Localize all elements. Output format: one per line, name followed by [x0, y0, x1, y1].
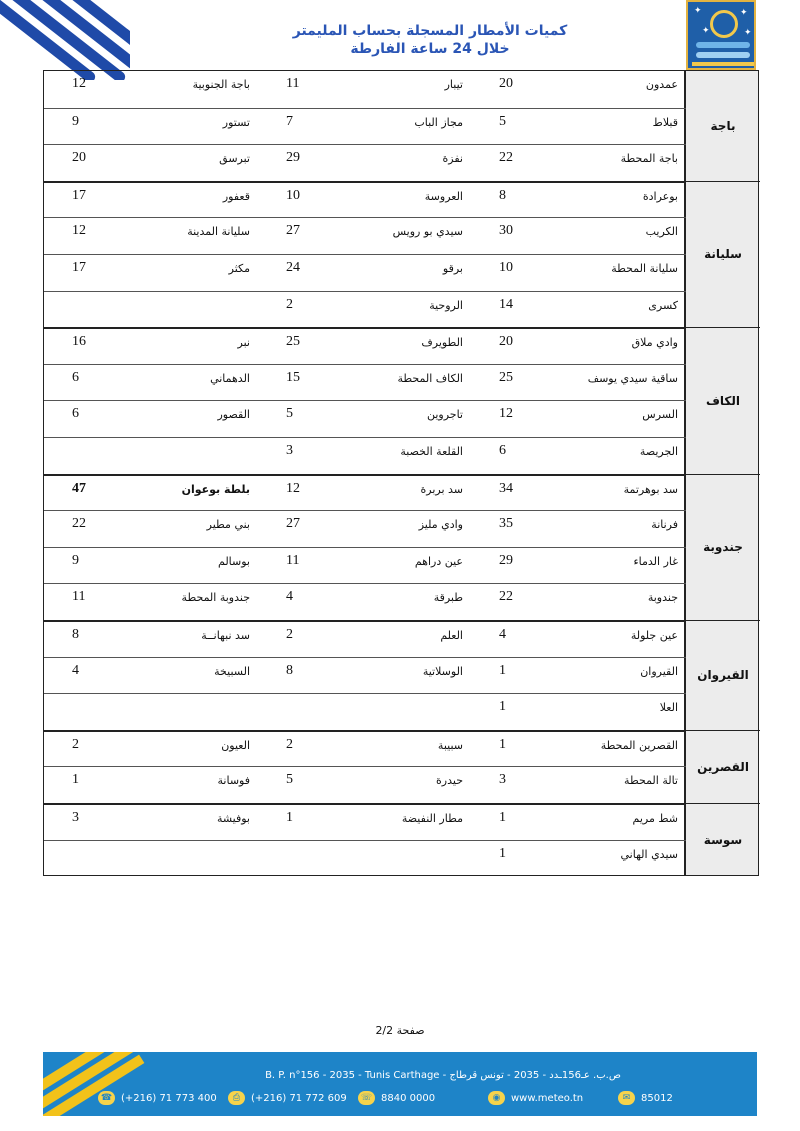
station-name: العروسة — [424, 189, 463, 203]
station-name: سليانة المدينة — [187, 225, 250, 239]
footer-contact-item — [618, 1091, 673, 1105]
rainfall-value: 9 — [72, 552, 79, 568]
page-title — [200, 22, 660, 58]
station-name: القيروان — [640, 664, 678, 678]
rainfall-value: 8 — [286, 662, 293, 678]
footer-contact-text: (+216) 71 773 400 — [121, 1092, 217, 1104]
table-row — [44, 510, 686, 547]
rainfall-value: 12 — [499, 406, 513, 422]
station-name: مكثر — [228, 262, 250, 275]
station-name: سد بربرة — [420, 482, 463, 496]
rainfall-value: 10 — [499, 260, 513, 275]
station-name: السرس — [642, 408, 678, 422]
station-name: السبيخة — [214, 664, 250, 678]
rainfall-value: 6 — [72, 369, 79, 385]
station-name: باجة المحطة — [620, 152, 678, 166]
station-name: الكريب — [645, 225, 678, 239]
web-icon: ◉ — [488, 1091, 505, 1105]
table-row — [44, 181, 686, 218]
rainfall-value: 12 — [72, 76, 86, 91]
governorate-label: سليانة — [686, 181, 760, 327]
rainfall-value: 11 — [72, 589, 86, 605]
station-name: الوسلاتية — [422, 664, 463, 678]
rainfall-value: 22 — [72, 516, 86, 532]
footer-contact-text: 85012 — [641, 1092, 673, 1104]
station-name: مطار النفيضة — [401, 812, 463, 825]
station-name: تاجروين — [426, 408, 463, 422]
rainfall-table — [43, 70, 759, 876]
station-name: قبلاط — [652, 115, 678, 129]
station-name: شط مريم — [632, 812, 678, 825]
station-name: غار الدماء — [633, 554, 678, 568]
table-row — [44, 693, 686, 730]
rainfall-value: 4 — [286, 589, 293, 605]
station-name: العلا — [659, 701, 678, 715]
station-name: تالة المحطة — [624, 774, 678, 788]
table-row — [44, 217, 686, 254]
wave-icon — [696, 42, 750, 48]
footer-contact-text: 8840 0000 — [381, 1092, 436, 1104]
station-name: العيون — [221, 738, 250, 752]
rainfall-value: 5 — [499, 113, 506, 129]
table-row — [44, 803, 686, 840]
rainfall-value: 2 — [72, 736, 79, 752]
rainfall-value: 29 — [286, 150, 300, 166]
footer-contact-item — [488, 1091, 583, 1105]
station-name: بوعرادة — [642, 189, 678, 203]
table-row — [44, 547, 686, 584]
table-row — [44, 766, 686, 803]
station-name: حيدرة — [436, 774, 463, 788]
station-name: فوسانة — [217, 774, 250, 788]
rainfall-value: 1 — [499, 810, 506, 825]
title-line-2: خلال 24 ساعة الفارطة — [350, 41, 510, 57]
footer-banner — [43, 1052, 757, 1116]
rainfall-value: 2 — [286, 296, 293, 312]
rainfall-value: 8 — [72, 627, 79, 642]
header-stripes-decoration — [0, 0, 130, 80]
hotline-icon: ☏ — [358, 1091, 375, 1105]
rainfall-value: 1 — [499, 845, 506, 861]
footer-address: B. P. n°156 - 2035 - Tunis Carthage - ص.ب. عـ156ـدد - 2035 - تونس قرطاج — [265, 1070, 621, 1081]
inm-logo: ✦ ✦ ✦ ✦ — [686, 0, 756, 70]
station-name: قعفور — [222, 189, 250, 203]
station-name: باجة الجنوبية — [192, 78, 250, 91]
station-name: العلم — [440, 629, 463, 642]
rainfall-value: 4 — [72, 662, 79, 678]
table-row — [44, 657, 686, 694]
rainfall-value: 3 — [72, 810, 79, 825]
table-row — [44, 583, 686, 620]
table-row — [44, 474, 686, 511]
governorate-label: الكاف — [686, 327, 760, 473]
station-name: عين جلولة — [630, 629, 678, 642]
station-name: كسرى — [648, 298, 678, 312]
rainfall-value: 22 — [499, 150, 513, 166]
rainfall-value: 24 — [286, 260, 300, 275]
station-name: بني مطير — [206, 518, 250, 532]
rainfall-value: 3 — [499, 772, 506, 788]
station-name: القصرين المحطة — [600, 738, 678, 752]
table-row — [44, 437, 686, 474]
rainfall-value: 20 — [499, 76, 513, 91]
station-name: سد بوهرتمة — [623, 482, 678, 496]
governorate-label: القصرين — [686, 730, 760, 803]
governorate-column — [684, 71, 758, 875]
footer-contact-item — [358, 1091, 435, 1105]
rainfall-value: 5 — [286, 772, 293, 788]
station-name: عمدون — [645, 78, 678, 91]
footer-contact-text: www.meteo.tn — [511, 1092, 584, 1104]
station-name: الكاف المحطة — [397, 371, 463, 385]
rainfall-value: 7 — [286, 113, 293, 129]
station-name: طبرقة — [433, 591, 463, 605]
table-row — [44, 291, 686, 328]
rainfall-value: 6 — [499, 443, 506, 458]
table-row — [44, 327, 686, 364]
station-name: سيدي بو رويس — [392, 225, 463, 239]
rainfall-value: 15 — [286, 369, 300, 385]
governorate-label: سوسة — [686, 803, 760, 876]
station-name: القصور — [217, 408, 250, 422]
rainfall-value: 17 — [72, 260, 86, 275]
footer-contact-text: (+216) 71 772 609 — [251, 1092, 347, 1104]
rainfall-value: 4 — [499, 627, 506, 642]
station-name: وادي ملاق — [631, 336, 678, 350]
rainfall-value: 25 — [286, 334, 300, 350]
rainfall-value: 29 — [499, 552, 513, 568]
station-name: جندوبة — [647, 591, 678, 605]
rainfall-value: 1 — [286, 810, 293, 825]
station-name: مجاز الباب — [414, 115, 463, 129]
rainfall-value: 11 — [286, 552, 300, 568]
station-name: سليانة المحطة — [611, 262, 678, 275]
station-name: برقو — [442, 262, 463, 275]
rainfall-value: 14 — [499, 296, 513, 312]
rainfall-value: 17 — [72, 187, 86, 203]
station-name: بلطة بوعوان — [181, 482, 250, 496]
station-name: تستور — [222, 115, 250, 129]
rainfall-value: 10 — [286, 187, 300, 203]
rainfall-value: 22 — [499, 589, 513, 605]
station-name: بوسالم — [218, 554, 250, 568]
rainfall-value: 12 — [286, 480, 300, 496]
sun-icon — [710, 10, 738, 38]
governorate-label: جندوبة — [686, 474, 760, 620]
station-name: نبر — [237, 336, 250, 350]
rainfall-value: 35 — [499, 516, 513, 532]
rainfall-value: 1 — [499, 736, 506, 752]
table-row — [44, 400, 686, 437]
rainfall-value: 9 — [72, 113, 79, 129]
rainfall-value: 11 — [286, 76, 300, 91]
rainfall-value: 8 — [499, 187, 506, 203]
table-row — [44, 840, 686, 877]
rainfall-value: 12 — [72, 223, 86, 239]
rainfall-value: 5 — [286, 406, 293, 422]
station-name: ساقية سيدي يوسف — [587, 371, 678, 385]
station-name: وادي مليز — [418, 518, 463, 532]
table-row — [44, 364, 686, 401]
rainfall-value: 1 — [499, 662, 506, 678]
footer-contact-item — [98, 1091, 217, 1105]
governorate-label: باجة — [710, 118, 736, 133]
rainfall-value: 27 — [286, 223, 300, 239]
table-row — [44, 108, 686, 145]
station-name: عين دراهم — [414, 554, 463, 568]
rainfall-value: 47 — [72, 480, 86, 496]
station-name: تيبار — [444, 78, 463, 91]
station-name: الروحية — [429, 298, 463, 312]
table-row — [44, 620, 686, 657]
footer-contact-item — [228, 1091, 347, 1105]
table-row — [44, 144, 686, 181]
phone-icon: ☎ — [98, 1091, 115, 1105]
rainfall-value: 20 — [72, 150, 86, 166]
rainfall-value: 2 — [286, 627, 293, 642]
rainfall-value: 16 — [72, 334, 86, 350]
title-line-1: كميات الأمطار المسجلة بحساب المليمتر — [292, 23, 568, 39]
table-row — [44, 71, 686, 108]
station-name: سد نبهانــة — [201, 629, 250, 642]
rainfall-value: 30 — [499, 223, 513, 239]
rainfall-value: 2 — [286, 736, 293, 752]
rainfall-value: 34 — [499, 480, 513, 496]
governorate-label: القيروان — [686, 620, 760, 730]
station-name: سيدي الهاني — [620, 847, 678, 861]
station-name: فرنانة — [651, 518, 678, 532]
fax-icon: ⎙ — [228, 1091, 245, 1105]
rainfall-value: 1 — [499, 699, 506, 715]
station-name: القلعة الخصبة — [400, 445, 463, 458]
page-number: صفحة 2/2 — [375, 1024, 425, 1037]
station-name: جندوبة المحطة — [181, 591, 250, 605]
rainfall-value: 25 — [499, 369, 513, 385]
rainfall-value: 20 — [499, 334, 513, 350]
station-name: بوفيشة — [216, 812, 250, 825]
station-name: الجريصة — [639, 445, 678, 458]
station-name: تبرسق — [219, 152, 250, 166]
station-name: نفزة — [442, 152, 463, 166]
station-name: الطويرف — [421, 336, 463, 350]
station-name: سبيبة — [437, 738, 463, 752]
rainfall-value: 1 — [72, 772, 79, 788]
sms-icon: ✉ — [618, 1091, 635, 1105]
table-row — [44, 254, 686, 291]
footer-contacts — [98, 1091, 748, 1109]
rainfall-value: 6 — [72, 406, 79, 422]
rainfall-value: 27 — [286, 516, 300, 532]
table-row — [44, 730, 686, 767]
station-name: الدهماني — [210, 371, 250, 385]
rainfall-value: 3 — [286, 443, 293, 458]
